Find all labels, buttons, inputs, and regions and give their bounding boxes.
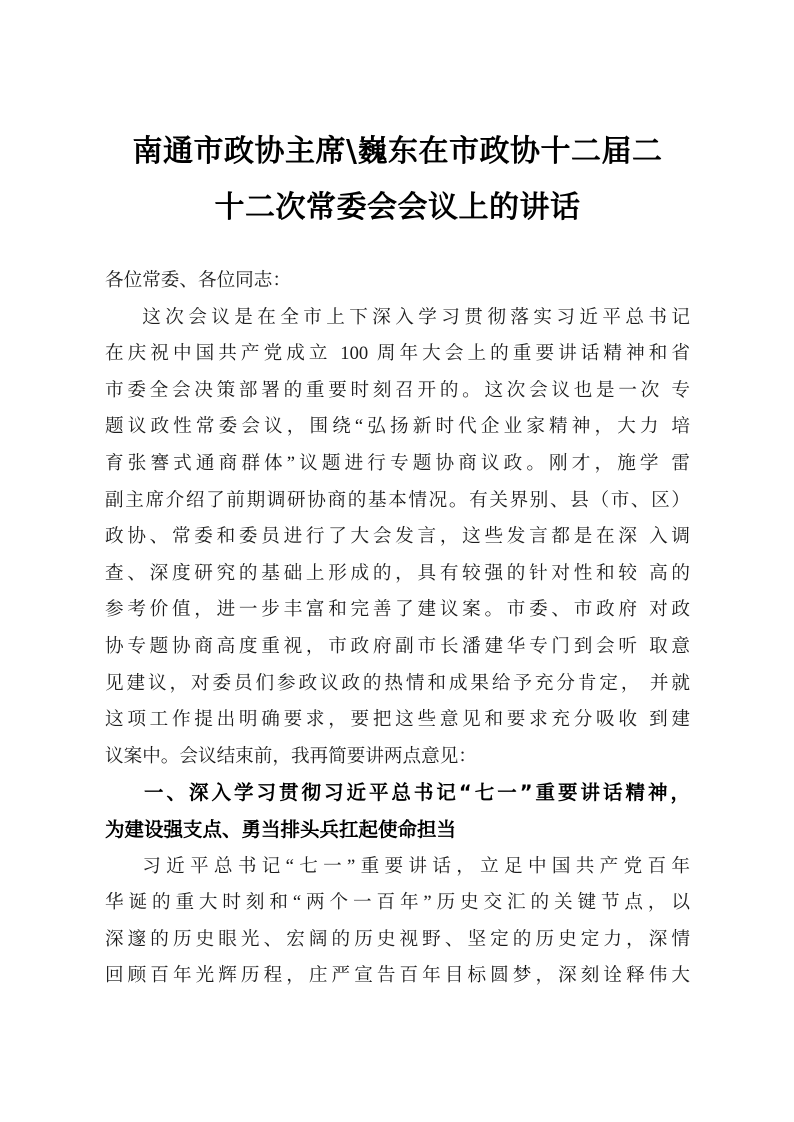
text-line: 政协、常委和委员进行了大会发言，这些发言都是在深 入调	[105, 526, 690, 548]
text-line: 参考价值，进一步丰富和完善了建议案。市委、市政府 对政	[105, 599, 690, 621]
salutation-paragraph	[105, 263, 690, 300]
text-line: 这次会议是在全市上下深入学习贯彻落实习近平总书记	[142, 306, 690, 328]
section-heading-line: 为建设强支点、勇当排头兵扛起使命担当	[105, 817, 457, 841]
text-line: 查、深度研究的基础上形成的，具有较强的针对性和较 高的	[105, 562, 690, 584]
text-line: 习近平总书记“七一”重要讲话，立足中国共产党百年	[142, 855, 690, 877]
text-line: 在庆祝中国共产党成立 100 周年大会上的重要讲话精神和省	[105, 343, 690, 365]
text-line: 育张謇式通商群体”议题进行专题协商议政。刚才，施学 雷	[105, 452, 690, 474]
text-line: 华诞的重大时刻和“两个一百年”历史交汇的关键节点，以	[105, 892, 690, 914]
text-line: 深邃的历史眼光、宏阔的历史视野、坚定的历史定力，深情	[105, 928, 690, 950]
document-body	[105, 263, 690, 995]
text-line: 题议政性常委会议，围绕“弘扬新时代企业家精神，大力 培	[105, 416, 690, 438]
section-body-paragraph	[105, 849, 690, 995]
text-line: 回顾百年光辉历程，庄严宣告百年目标圆梦，深刻诠释伟大	[105, 965, 690, 987]
text-line: 副主席介绍了前期调研协商的基本情况。有关界别、县（市、区）	[105, 489, 690, 511]
title-line-1: 南通市政协主席\巍东在市政协十二届二	[132, 134, 663, 169]
text-line: 各位常委、各位同志：	[105, 270, 291, 291]
document-title	[105, 124, 690, 236]
opening-paragraph	[105, 300, 690, 776]
title-line-2: 十二次常委会会议上的讲话	[214, 190, 581, 225]
text-line: 议案中。会议结束前，我再简要讲两点意见：	[105, 745, 477, 767]
section-heading	[105, 775, 690, 848]
text-line: 这项工作提出明确要求，要把这些意见和要求充分吸收 到建	[105, 709, 690, 731]
text-line: 市委全会决策部署的重要时刻召开的。这次会议也是一次 专	[105, 379, 690, 401]
section-heading-line: 一、深入学习贯彻习近平总书记“七一”重要讲话精神，	[144, 781, 690, 805]
text-line: 协专题协商高度重视，市政府副市长潘建华专门到会听 取意	[105, 635, 690, 657]
text-line: 见建议，对委员们参政议政的热情和成果给予充分肯定， 并就	[105, 672, 690, 694]
